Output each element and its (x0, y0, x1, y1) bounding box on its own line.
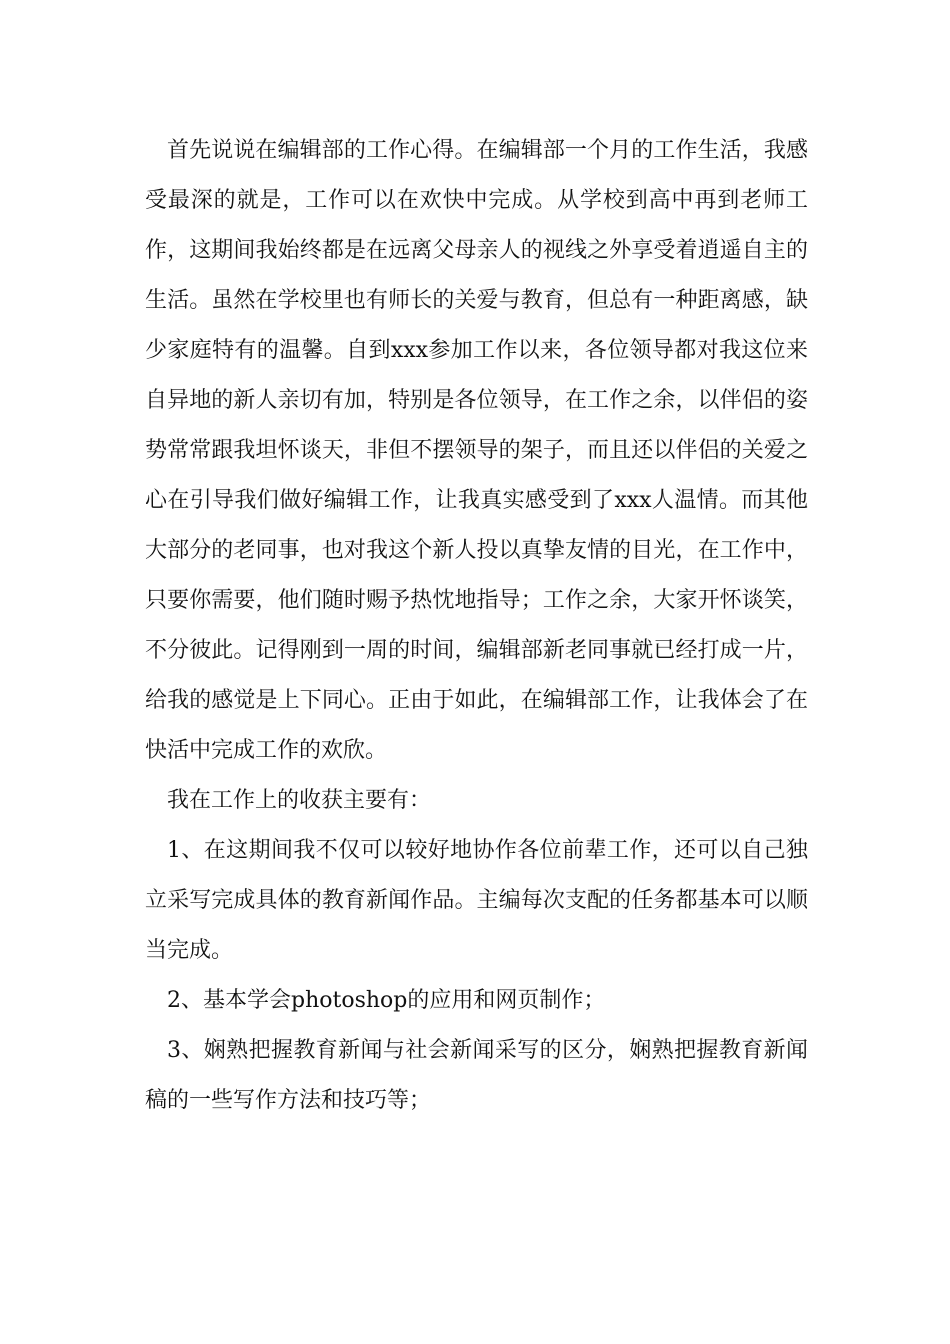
list-item-1: 1、在这期间我不仅可以较好地协作各位前辈工作，还可以自己独立采写完成具体的教育新闻作品。主编每次支配的任务都基本可以顺当完成。 (145, 838, 808, 963)
paragraph-work-experience: 首先说说在编辑部的工作心得。在编辑部一个月的工作生活，我感受最深的就是，工作可以在欢快中完成。从学校到高中再到老师工作，这期间我始终都是在远离父母亲人的视线之外享受着逍遥自主的生活。虽然在学校里也有师长的关爱与教育，但总有一种距离感，缺少家庭特有的温馨。自到xxx参加工作以来，各位领导都对我这位来自异地的新人亲切有加，特别是各位领导，在工作之余，以伴侣的姿势常常跟我坦怀谈天，非但不摆领导的架子，而且还以伴侣的关爱之心在引导我们做好编辑工作，让我真实感受到了xxx人温情。而其他大部分的老同事，也对我这个新人投以真挚友情的目光，在工作中，只要你需要，他们随时赐予热忱地指导；工作之余，大家开怀谈笑，不分彼此。记得刚到一周的时间，编辑部新老同事就已经打成一片，给我的感觉是上下同心。正由于如此，在编辑部工作，让我体会了在快活中完成工作的欢欣。 (145, 138, 808, 763)
list-item-2: 2、基本学会photoshop的应用和网页制作； (167, 988, 606, 1013)
paragraph-gains-intro: 我在工作上的收获主要有： (167, 788, 432, 813)
list-item-3: 3、娴熟把握教育新闻与社会新闻采写的区分，娴熟把握教育新闻稿的一些写作方法和技巧等； (145, 1038, 808, 1113)
document-body (145, 126, 808, 1126)
